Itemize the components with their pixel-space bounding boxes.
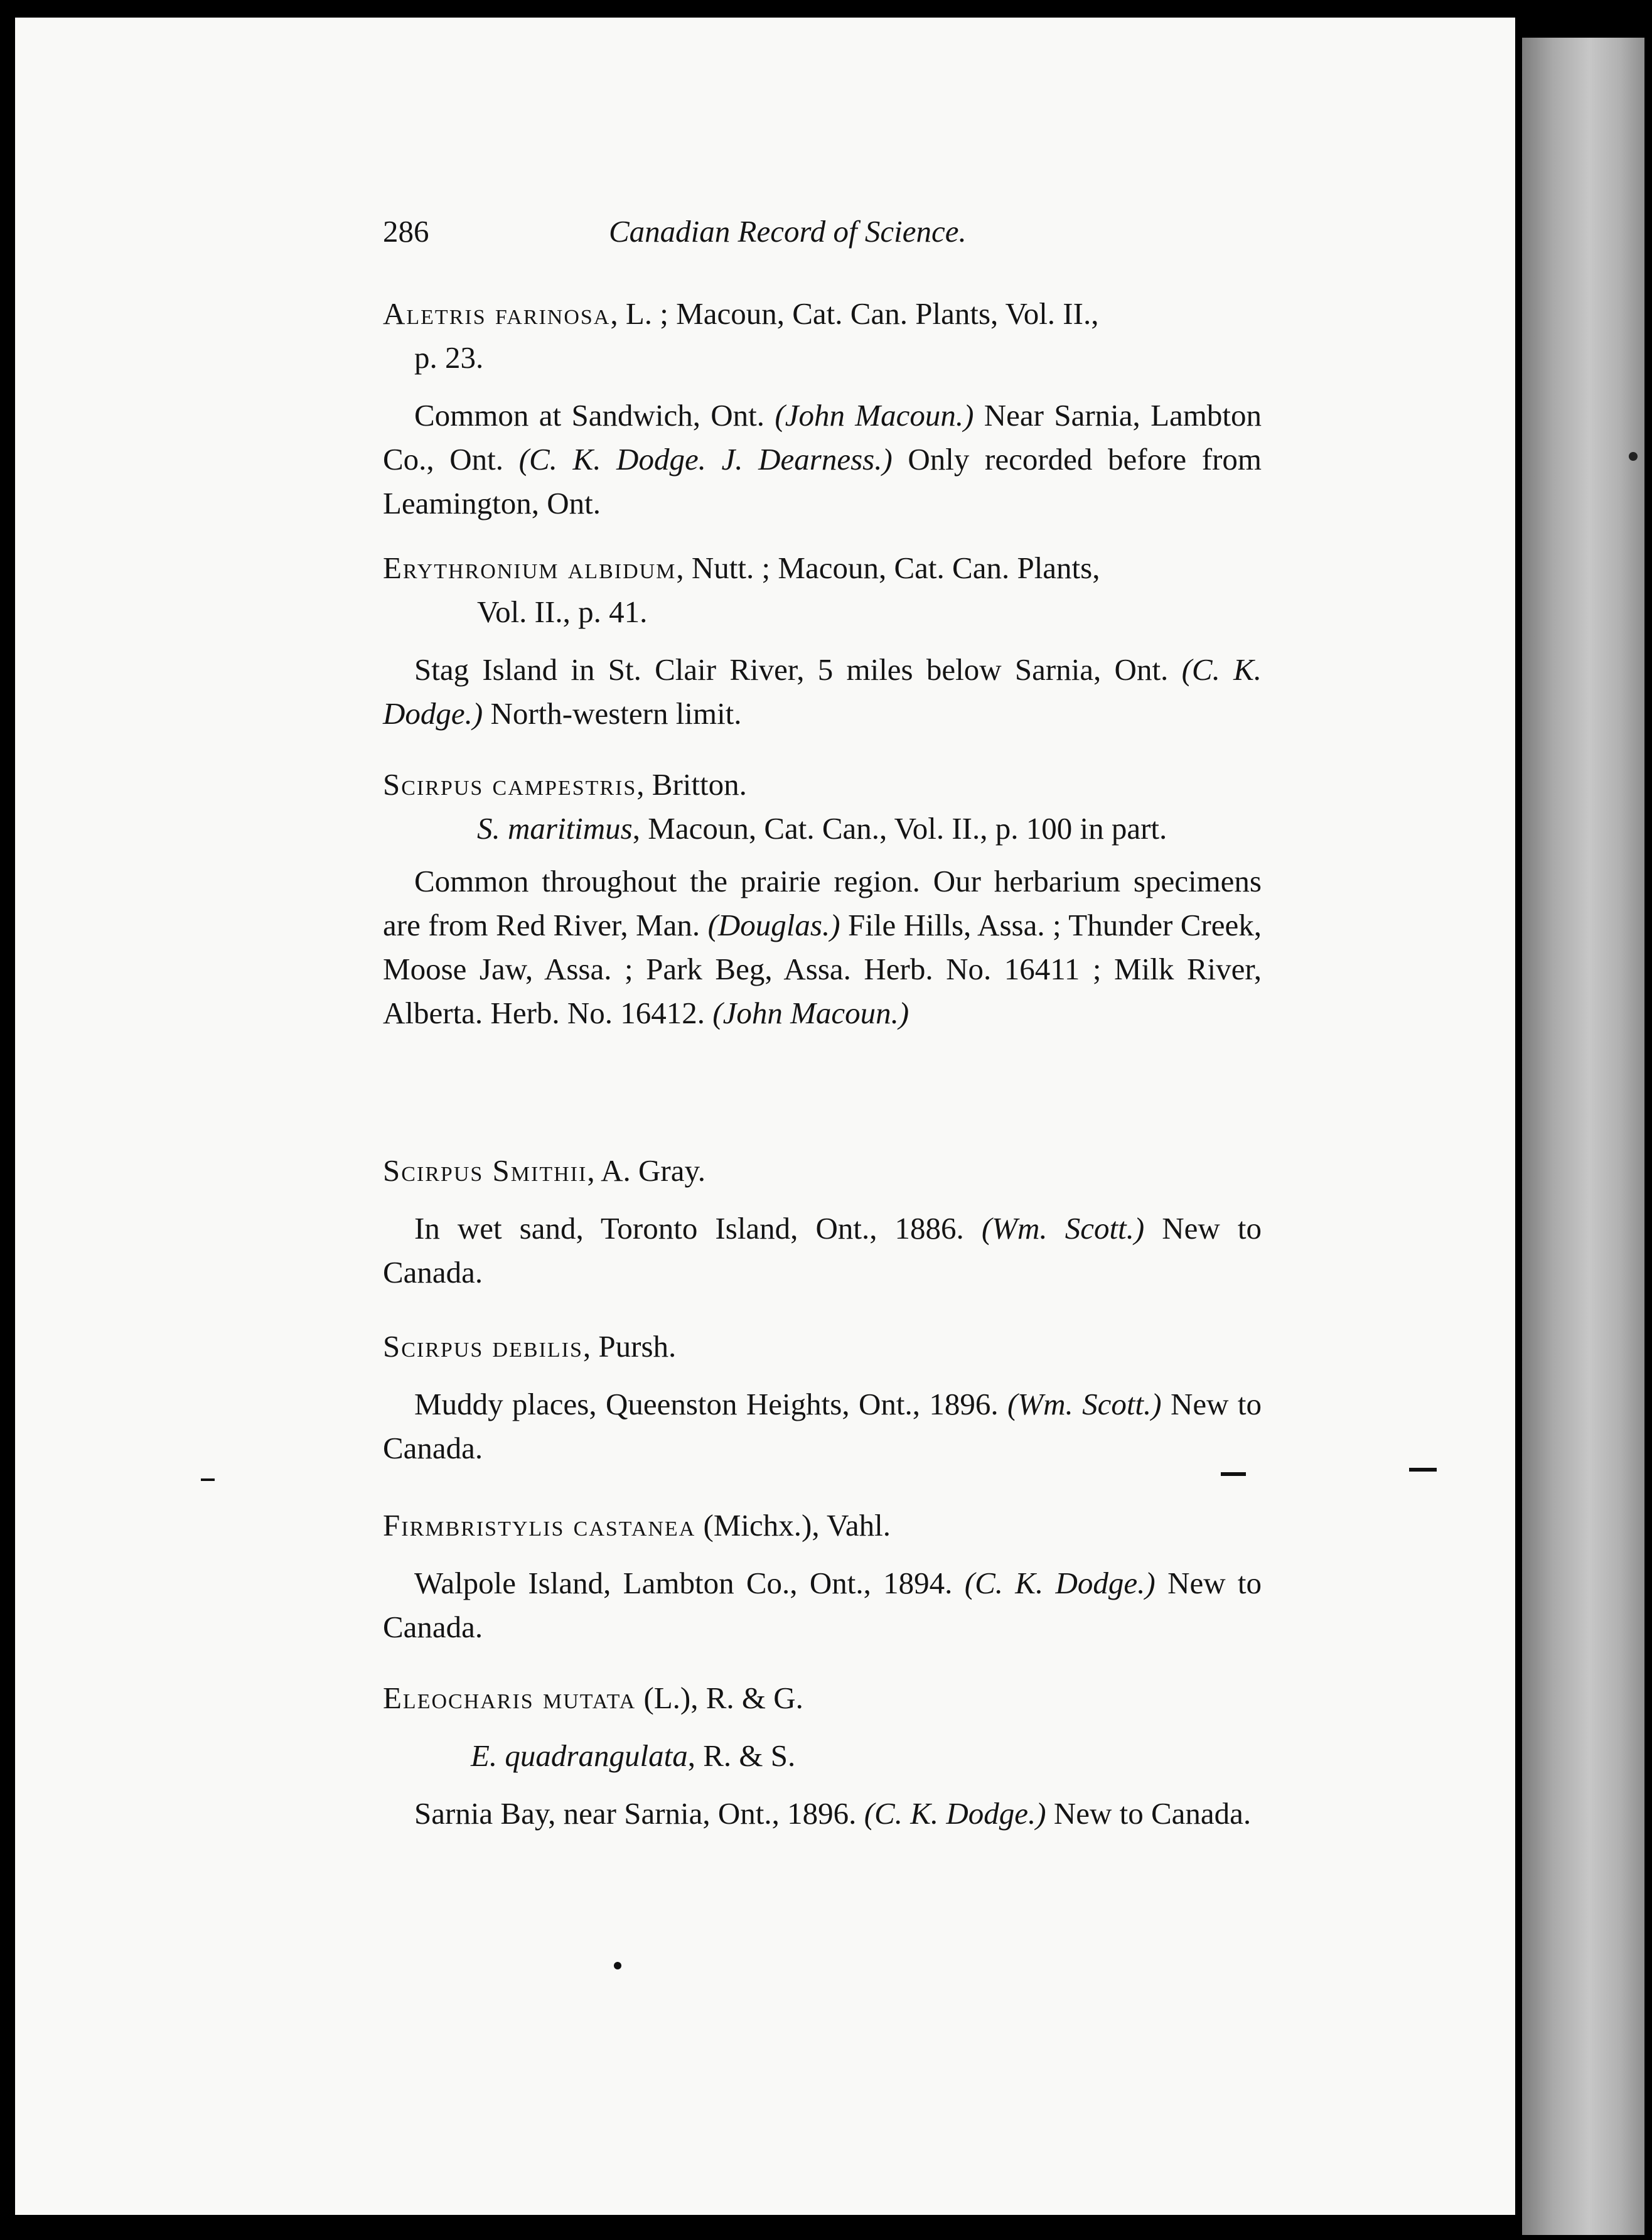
collector-citation: (C. K. Dodge.)	[864, 1796, 1046, 1831]
entry-body	[383, 394, 1262, 525]
synonym-line	[383, 807, 1262, 851]
species-name: Scirpus campestris	[383, 767, 637, 802]
print-speck	[1221, 1472, 1246, 1476]
entry-body	[383, 648, 1262, 736]
entry-body	[383, 1792, 1262, 1836]
entry-body	[383, 1207, 1262, 1295]
synonym-citation: , R. & S.	[687, 1738, 796, 1773]
collector-citation: (C. K. Dodge.)	[383, 652, 1262, 731]
entry-heading	[383, 292, 1262, 336]
page-number: 286	[383, 214, 429, 249]
entry-heading	[383, 1504, 1262, 1548]
entry-heading	[383, 763, 1262, 807]
species-name: Firmbristylis castanea	[383, 1508, 696, 1543]
locality-text: Sarnia Bay, near Sarnia, Ont., 1896.	[414, 1796, 864, 1831]
locality-text: New to Canada.	[383, 1387, 1262, 1465]
collector-citation: (C. K. Dodge.)	[964, 1566, 1156, 1600]
heading-citation: , Pursh.	[582, 1329, 677, 1364]
heading-citation: , Nutt. ; Macoun, Cat. Can. Plants,	[676, 551, 1100, 585]
synonym-name: E. quadrangulata	[471, 1738, 688, 1773]
heading-citation: , Britton.	[636, 767, 747, 802]
species-entry	[383, 1325, 1262, 1470]
heading-continuation: p. 23.	[414, 340, 484, 375]
locality-text: Walpole Island, Lambton Co., Ont., 1894.	[414, 1566, 965, 1600]
heading-citation: (Michx.), Vahl.	[695, 1508, 891, 1543]
species-entry	[383, 1149, 1262, 1295]
locality-text: File Hills, Assa. ; Thunder Creek, Moose Jaw, Assa. ; Park Beg, Assa. Herb. No. 16411 ; Milk River, Alberta. Herb. No. 16412.	[383, 908, 1262, 1030]
print-speck	[201, 1478, 215, 1481]
species-name: Scirpus debilis	[383, 1329, 583, 1364]
species-entry	[383, 1676, 1262, 1836]
synonym-citation: , Macoun, Cat. Can., Vol. II., p. 100 in part.	[632, 811, 1167, 846]
locality-text: Common at Sandwich, Ont.	[414, 398, 775, 433]
locality-text: Stag Island in St. Clair River, 5 miles below Sarnia, Ont.	[414, 652, 1182, 687]
locality-text: New to Canada.	[383, 1566, 1262, 1644]
locality-text: In wet sand, Toronto Island, Ont., 1886.	[414, 1211, 982, 1246]
locality-text: North-western limit.	[483, 696, 742, 731]
entry-heading	[383, 546, 1262, 590]
collector-citation: (John Macoun.)	[712, 996, 909, 1030]
collector-citation: (Wm. Scott.)	[981, 1211, 1145, 1246]
entry-body	[383, 859, 1262, 1035]
locality-text: Muddy places, Queenston Heights, Ont., 1896.	[414, 1387, 1007, 1421]
locality-text: Near Sarnia, Lambton Co., Ont.	[383, 398, 1262, 477]
locality-text: New to Canada.	[383, 1211, 1262, 1290]
entry-body	[383, 1561, 1262, 1649]
entry-heading	[383, 1325, 1262, 1369]
locality-text: Only recorded before from Leamington, Ont.	[383, 442, 1262, 520]
collector-citation: (Douglas.)	[707, 908, 840, 942]
species-name: Erythronium albidum	[383, 551, 677, 585]
locality-text: Common throughout the prairie region. Our herbarium specimens are from Red River, Man.	[383, 864, 1262, 942]
entry-heading	[383, 1676, 1262, 1720]
collector-citation: (C. K. Dodge. J. Dearness.)	[518, 442, 893, 477]
heading-continuation: Vol. II., p. 41.	[477, 595, 648, 629]
species-entry	[383, 292, 1262, 525]
heading-citation: , L. ; Macoun, Cat. Can. Plants, Vol. II.,	[610, 296, 1099, 331]
scan-edge-shadow	[1522, 38, 1644, 2235]
heading-citation: , A. Gray.	[587, 1153, 706, 1188]
entry-body	[383, 1382, 1262, 1470]
locality-text: New to Canada.	[1046, 1796, 1252, 1831]
scan-speck	[1629, 452, 1638, 461]
collector-citation: (John Macoun.)	[775, 398, 974, 433]
heading-citation: (L.), R. & G.	[636, 1681, 803, 1715]
entry-heading	[383, 1149, 1262, 1193]
species-entry	[383, 763, 1262, 1035]
synonym-line	[383, 1734, 1262, 1778]
print-speck	[614, 1962, 621, 1969]
running-title: Canadian Record of Science.	[609, 214, 967, 249]
species-entry	[383, 1504, 1262, 1649]
synonym-name: S. maritimus	[477, 811, 633, 846]
species-name: Eleocharis mutata	[383, 1681, 636, 1715]
print-speck	[1409, 1468, 1437, 1472]
collector-citation: (Wm. Scott.)	[1007, 1387, 1162, 1421]
species-name: Aletris farinosa	[383, 296, 611, 331]
species-entry	[383, 546, 1262, 736]
species-name: Scirpus Smithii	[383, 1153, 587, 1188]
